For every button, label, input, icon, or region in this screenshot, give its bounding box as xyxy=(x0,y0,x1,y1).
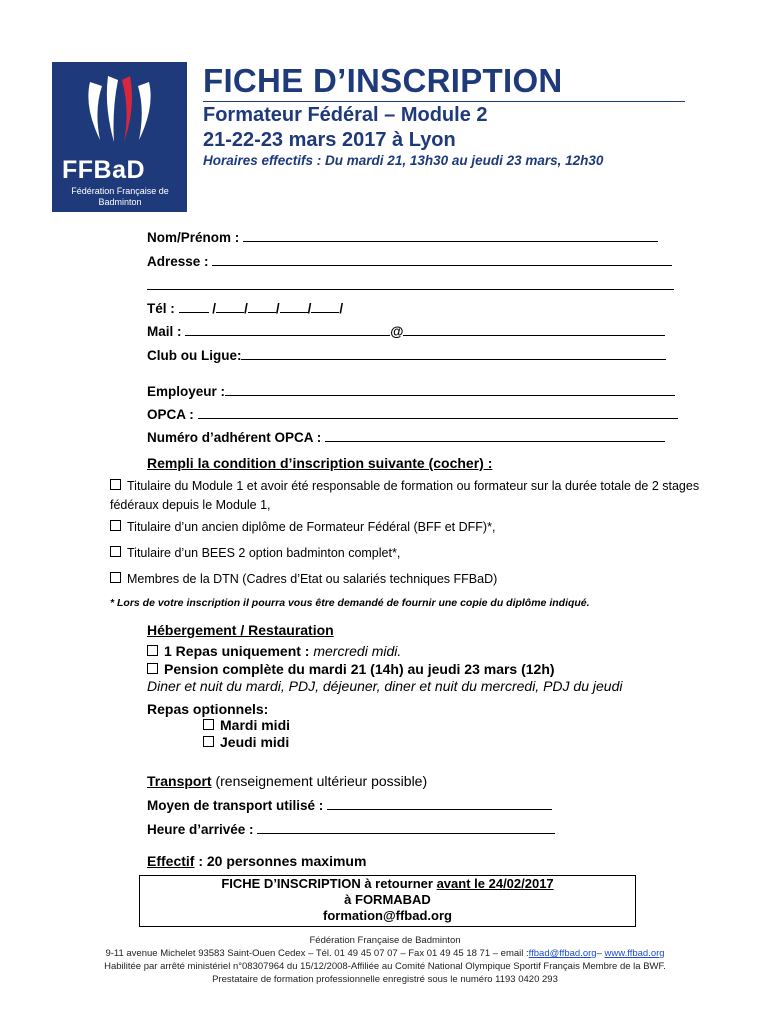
effectif-line xyxy=(147,853,366,869)
condition-option-3[interactable] xyxy=(110,544,710,563)
checkbox[interactable] xyxy=(147,663,158,674)
field-mail xyxy=(147,323,665,339)
footer-phone: – Tél. 01 49 45 07 07 – Fax 01 49 45 18 71 – email : xyxy=(308,948,529,959)
hebergement-option-2[interactable] xyxy=(147,661,555,677)
checkbox[interactable] xyxy=(110,572,121,583)
tel-input-2[interactable] xyxy=(216,300,244,313)
logo-subtitle: Fédération Française de Badminton xyxy=(71,186,169,207)
option-value: mercredi midi. xyxy=(313,643,402,659)
field-tel xyxy=(147,300,343,316)
box-deadline: avant le 24/02/2017 xyxy=(436,876,554,891)
checkbox[interactable] xyxy=(110,546,121,557)
box-prefix: FICHE D’INSCRIPTION à retourner xyxy=(221,876,433,891)
tel-input-4[interactable] xyxy=(280,300,308,313)
condition-option-4[interactable] xyxy=(110,570,710,589)
checkbox[interactable] xyxy=(110,479,121,490)
condition-option-1[interactable] xyxy=(110,477,710,515)
footer-website-link[interactable]: www.ffbad.org xyxy=(604,948,665,959)
field-numero-label: Numéro d’adhérent OPCA : xyxy=(147,430,322,445)
field-adresse xyxy=(147,253,672,269)
mail-user-input[interactable] xyxy=(185,323,390,336)
hebergement-heading: Hébergement / Restauration xyxy=(147,622,334,638)
checkbox[interactable] xyxy=(110,520,121,531)
option-label: 1 Repas uniquement : xyxy=(164,643,310,659)
tel-separator: / xyxy=(275,301,280,316)
tel-input-3[interactable] xyxy=(248,300,276,313)
option-label: Membres de la DTN (Cadres d’Etat ou salariés techniques FFBaD) xyxy=(127,572,498,586)
field-club-label: Club ou Ligue: xyxy=(147,348,242,363)
field-adresse-2 xyxy=(147,277,674,293)
effectif-heading: Effectif xyxy=(147,853,195,869)
transport-note: (renseignement ultérieur possible) xyxy=(215,773,428,789)
hours-text: Horaires effectifs : Du mardi 21, 13h30 au jeudi 23 mars, 12h30 xyxy=(203,153,604,168)
field-opca xyxy=(147,406,678,422)
field-employeur xyxy=(147,383,675,399)
repas-option-mardi[interactable] xyxy=(203,717,290,733)
field-opca-label: OPCA : xyxy=(147,407,194,422)
footer-email-link[interactable]: ffbad@ffbad.org xyxy=(528,948,597,959)
shuttlecock-icon xyxy=(52,62,187,162)
checkbox[interactable] xyxy=(203,719,214,730)
numero-input[interactable] xyxy=(325,429,665,442)
condition-option-2[interactable] xyxy=(110,518,710,537)
field-tel-label: Tél : xyxy=(147,301,175,316)
heure-input[interactable] xyxy=(257,821,555,834)
field-moyen xyxy=(147,797,552,813)
option-label: Titulaire d’un ancien diplôme de Formateur Fédéral (BFF et DFF)*, xyxy=(127,520,496,534)
footer-org: Fédération Française de Badminton xyxy=(309,935,461,946)
title-divider xyxy=(203,101,685,102)
mail-domain-input[interactable] xyxy=(403,323,665,336)
field-heure xyxy=(147,821,555,837)
mail-at: @ xyxy=(390,324,404,339)
field-nom-label: Nom/Prénom : xyxy=(147,230,240,245)
footer-dash: – xyxy=(596,948,602,959)
field-adresse-label: Adresse : xyxy=(147,254,209,269)
logo-name: FFBaD xyxy=(62,156,146,184)
return-instructions-box xyxy=(139,875,636,927)
club-input[interactable] xyxy=(241,347,666,360)
box-email[interactable]: formation@ffbad.org xyxy=(323,908,452,923)
option-label: Titulaire d’un BEES 2 option badminton complet*, xyxy=(127,546,401,560)
adresse-input-2[interactable] xyxy=(147,277,674,290)
condition-heading: Rempli la condition d’inscription suivante (cocher) : xyxy=(147,455,493,471)
tel-input-1[interactable] xyxy=(179,300,209,313)
transport-heading: Transport xyxy=(147,773,212,789)
box-line-1 xyxy=(140,876,635,892)
field-nom xyxy=(147,229,658,245)
nom-input[interactable] xyxy=(243,229,658,242)
moyen-input[interactable] xyxy=(327,797,552,810)
tel-input-5[interactable] xyxy=(311,300,339,313)
opca-input[interactable] xyxy=(198,406,678,419)
field-mail-label: Mail : xyxy=(147,324,182,339)
tel-separator: / xyxy=(307,301,312,316)
footer-contact xyxy=(0,948,770,959)
option-label: Titulaire du Module 1 et avoir été responsable de formation ou formateur sur la durée totale de 2 stages fédéraux depuis le Module 1, xyxy=(110,479,700,512)
employeur-input[interactable] xyxy=(225,383,675,396)
footer-address: 9-11 avenue Michelet 93583 Saint-Ouen Cedex xyxy=(105,948,306,959)
footer-prestataire: Prestataire de formation professionnelle enregistré sous le numéro 1193 0420 293 xyxy=(212,974,558,985)
box-line-2: à FORMABAD xyxy=(344,892,431,907)
repas-heading: Repas optionnels: xyxy=(147,701,269,717)
transport-section xyxy=(147,773,427,789)
tel-separator: / xyxy=(244,301,248,316)
subtitle-dates: 21-22-23 mars 2017 à Lyon xyxy=(203,129,456,151)
pension-description: Diner et nuit du mardi, PDJ, déjeuner, diner et nuit du mercredi, PDJ du jeudi xyxy=(147,678,623,694)
adresse-input[interactable] xyxy=(212,253,672,266)
page-title: FICHE D’INSCRIPTION xyxy=(203,62,563,99)
option-label: Jeudi midi xyxy=(220,734,290,750)
effectif-text: : 20 personnes maximum xyxy=(198,853,367,869)
repas-option-jeudi[interactable] xyxy=(203,734,289,750)
checkbox[interactable] xyxy=(147,645,158,656)
field-employeur-label: Employeur : xyxy=(147,384,226,399)
diploma-note: * Lors de votre inscription il pourra vous être demandé de fournir une copie du diplôme indiqué. xyxy=(110,597,590,609)
field-club xyxy=(147,347,666,363)
subtitle-module: Formateur Fédéral – Module 2 xyxy=(203,104,488,126)
field-moyen-label: Moyen de transport utilisé : xyxy=(147,798,324,813)
ffbad-logo xyxy=(52,62,187,212)
checkbox[interactable] xyxy=(203,736,214,747)
option-label: Mardi midi xyxy=(220,717,291,733)
footer-habilitation: Habilitée par arrêté ministériel n°08307964 du 15/12/2008-Affiliée au Comité National Olympique Sportif Français Membre de la BWF. xyxy=(104,961,666,972)
field-heure-label: Heure d’arrivée : xyxy=(147,822,254,837)
field-numero xyxy=(147,429,665,445)
option-label: Pension complète du mardi 21 (14h) au jeudi 23 mars (12h) xyxy=(164,661,555,677)
tel-separator: / xyxy=(212,301,217,316)
tel-separator: / xyxy=(339,301,344,316)
hebergement-option-1[interactable] xyxy=(147,643,401,659)
